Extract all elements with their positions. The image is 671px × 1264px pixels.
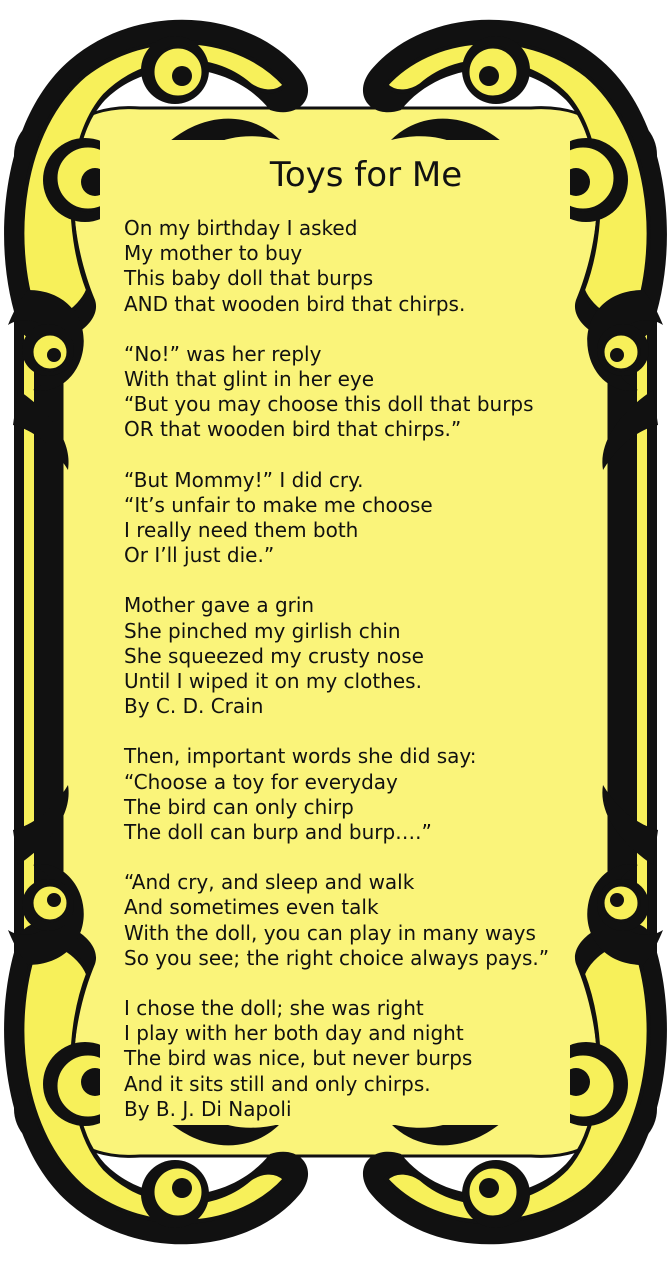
poem-line: And it sits still and only chirps.: [124, 1071, 431, 1096]
poem-line: This baby doll that burps: [124, 266, 374, 291]
poem-line: On my birthday I asked: [124, 216, 358, 240]
poem-line: “It’s unfair to make me choose: [124, 492, 433, 517]
poem-stanza: [124, 342, 594, 443]
poem-stanza: [124, 468, 594, 569]
poem-line: With that glint in her eye: [124, 367, 375, 392]
poem-line: I really need them both: [124, 518, 359, 543]
poem-line: “But Mommy!” I did cry.: [124, 467, 364, 492]
poem-line: The doll can burp and burp….”: [124, 820, 432, 845]
poem-line: Mother gave a grin: [124, 593, 315, 618]
poem-stanza: [124, 996, 594, 1122]
poem-line: I chose the doll; she was right: [124, 996, 424, 1021]
poem-stanza: [124, 744, 594, 845]
poem-line: Or I’ll just die.”: [124, 543, 275, 568]
poem-line: “No!” was her reply: [124, 341, 322, 366]
poem-line: “And cry, and sleep and walk: [124, 870, 415, 895]
poem-line: OR that wooden bird that chirps.”: [124, 417, 462, 442]
poem-line: By B. J. Di Napoli: [124, 1096, 292, 1121]
poem-stanzas: [124, 216, 594, 1122]
poem-line: I play with her both day and night: [124, 1021, 464, 1046]
poem-line: The bird can only chirp: [124, 794, 354, 819]
poem-stanza: [124, 870, 594, 971]
poem-line: “Choose a toy for everyday: [124, 769, 398, 794]
poem-line: By C. D. Crain: [124, 694, 264, 719]
poem-line: The bird was nice, but never burps: [124, 1046, 473, 1071]
poem-line: With the doll, you can play in many ways: [124, 920, 536, 945]
poem-stanza: [124, 593, 594, 719]
poem-stanza: [124, 216, 594, 317]
poem-line: Until I wiped it on my clothes.: [124, 669, 422, 694]
poem-line: AND that wooden bird that chirps.: [124, 291, 466, 316]
poem-title: Toys for Me: [269, 155, 463, 195]
poem-line: So you see; the right choice always pays.”: [124, 945, 550, 970]
poem-line: She squeezed my crusty nose: [124, 643, 424, 668]
poem-line: She pinched my girlish chin: [124, 618, 401, 643]
poem: [124, 150, 594, 1147]
poem-line: Then, important words she did say:: [124, 744, 477, 769]
poem-line: And sometimes even talk: [124, 895, 379, 920]
poem-line: “But you may choose this doll that burps: [124, 392, 534, 417]
poem-line: My mother to buy: [124, 241, 303, 266]
